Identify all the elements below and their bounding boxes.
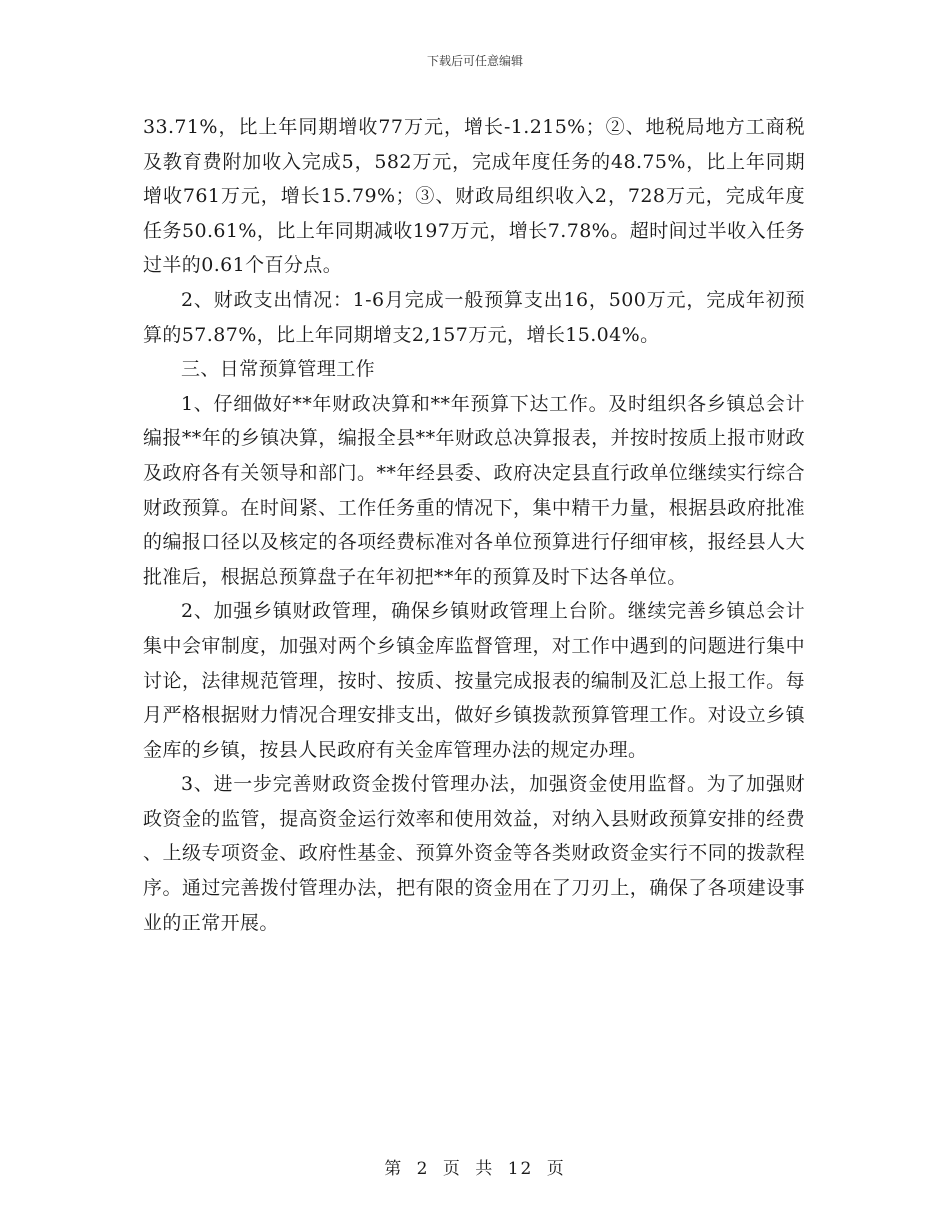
paragraph-item-2: 2、加强乡镇财政管理，确保乡镇财政管理上台阶。继续完善乡镇总会计集中会审制度，加强对两个乡镇金库监督管理，对工作中遇到的问题进行集中讨论，法律规范管理，按时、按质、按量完成报表的编制及汇总上报工作。每月严格根据财力情况合理安排支出，做好乡镇拨款预算管理工作。对设立乡镇金库的乡镇，按县人民政府有关金库管理办法的规定办理。: [143, 600, 805, 761]
paragraph-expenditure: 2、财政支出情况：1-6月完成一般预算支出16，500万元，完成年初预算的57.87%，比上年同期增支2,157万元，增长15.04%。: [143, 288, 805, 346]
paragraph-revenue-continued: 33.71%，比上年同期增收77万元，增长-1.215%；②、地税局地方工商税及教育费附加收入完成5，582万元，完成年度任务的48.75%，比上年同期增收761万元，增长15.79%；③、财政局组织收入2，728万元，完成年度任务50.61%，比上年同期减收197万元，增长7.78%。超时间过半收入任务过半的0.61个百分点。: [143, 116, 805, 277]
paragraph-item-1: 1、仔细做好**年财政决算和**年预算下达工作。及时组织各乡镇总会计编报**年的乡镇决算，编报全县**年财政总决算报表，并按时按质上报市财政及政府各有关领导和部门。**年经县委、政府决定县直行政单位继续实行综合财政预算。在时间紧、工作任务重的情况下，集中精干力量，根据县政府批准的编报口径以及核定的各项经费标准对各单位预算进行仔细审核，报经县人大批准后，根据总预算盘子在年初把**年的预算及时下达各单位。: [143, 392, 805, 588]
section-heading: 三、日常预算管理工作: [181, 358, 376, 381]
page-header: 下载后可任意编辑: [426, 54, 523, 68]
paragraph-item-3: 3、进一步完善财政资金拨付管理办法，加强资金使用监督。为了加强财政资金的监管，提高资金运行效率和使用效益，对纳入县财政预算安排的经费、上级专项资金、政府性基金、预算外资金等各类财政资金实行不同的拨款程序。通过完善拨付管理办法，把有限的资金用在了刀刃上，确保了各项建设事业的正常开展。: [143, 773, 805, 934]
page-number: 第 2 页 共 12 页: [384, 1159, 566, 1179]
document-body: [143, 110, 805, 940]
